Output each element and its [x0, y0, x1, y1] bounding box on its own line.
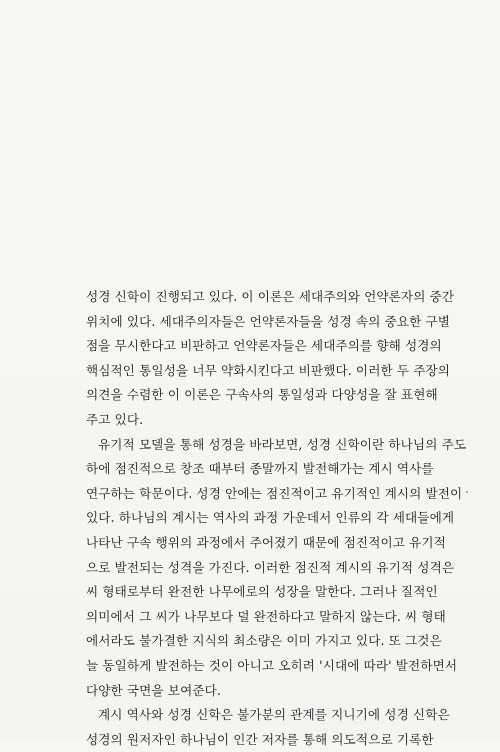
paragraph-3 — [86, 703, 450, 752]
text-line: 다양한 국면을 보여준다. — [86, 682, 221, 698]
text-line: 주고 있다. — [86, 411, 144, 427]
text-line: 으로 발전되는 성격을 가진다. 이러한 점진적 계시의 유기적 성격은 — [86, 559, 455, 575]
text-line: 성경 신학이 진행되고 있다. 이 이론은 세대주의와 언약론자의 중간 — [86, 289, 455, 304]
text-line: 계시 역사와 성경 신학은 불가분의 관계를 지니기에 성경 신학은 — [98, 707, 450, 723]
paragraph-1 — [86, 285, 455, 433]
text-line: 위치에 있다. 세대주의자들은 언약론자들을 성경 속의 중요한 구별 — [86, 313, 450, 329]
text-line: 하에 점진적으로 창조 때부터 종말까지 발전해가는 계시 역사를 — [86, 461, 434, 477]
paragraph-2 — [86, 433, 467, 704]
paper-speck — [466, 491, 468, 493]
text-line: 있다. 하나님의 계시는 역사의 과정 가운데서 인류의 각 세대들에게 — [86, 510, 455, 526]
body-text — [86, 285, 467, 752]
text-line: 유기적 모델을 통해 성경을 바라보면, 성경 신학이란 하나님의 주도 — [98, 436, 467, 452]
text-line: 점을 무시한다고 비판하고 언약론자들은 세대주의를 향해 성경의 — [86, 338, 442, 354]
text-line: 늘 동일하게 발전하는 것이 아니고 오히려 '시대에 따라' 발전하면서 — [86, 657, 458, 673]
text-line: 씨 형태로부터 완전한 나무에로의 성장을 말한다. 그러나 질적인 — [86, 584, 438, 600]
text-line: 나타난 구속 행위의 과정에서 주어졌기 때문에 점진적이고 유기적 — [86, 534, 446, 550]
text-line: 에서라도 불가결한 지식의 최소량은 이미 가지고 있다. 또 그것은 — [86, 633, 442, 649]
text-line: 의미에서 그 씨가 나무보다 덜 완전하다고 말하지 않는다. 씨 형태 — [86, 608, 446, 624]
text-line: 성경의 원저자인 하나님이 인간 저자를 통해 의도적으로 기록한 — [86, 731, 434, 747]
text-line: 의견을 수렴한 이 이론은 구속사의 통일성과 다양성을 잘 표현해 — [86, 387, 438, 403]
text-line: 핵심적인 통일성을 너무 약화시킨다고 비판했다. 이러한 두 주장의 — [86, 362, 450, 378]
text-line: 연구하는 학문이다. 성경 안에는 점진적이고 유기적인 계시의 발전이 — [86, 485, 463, 501]
